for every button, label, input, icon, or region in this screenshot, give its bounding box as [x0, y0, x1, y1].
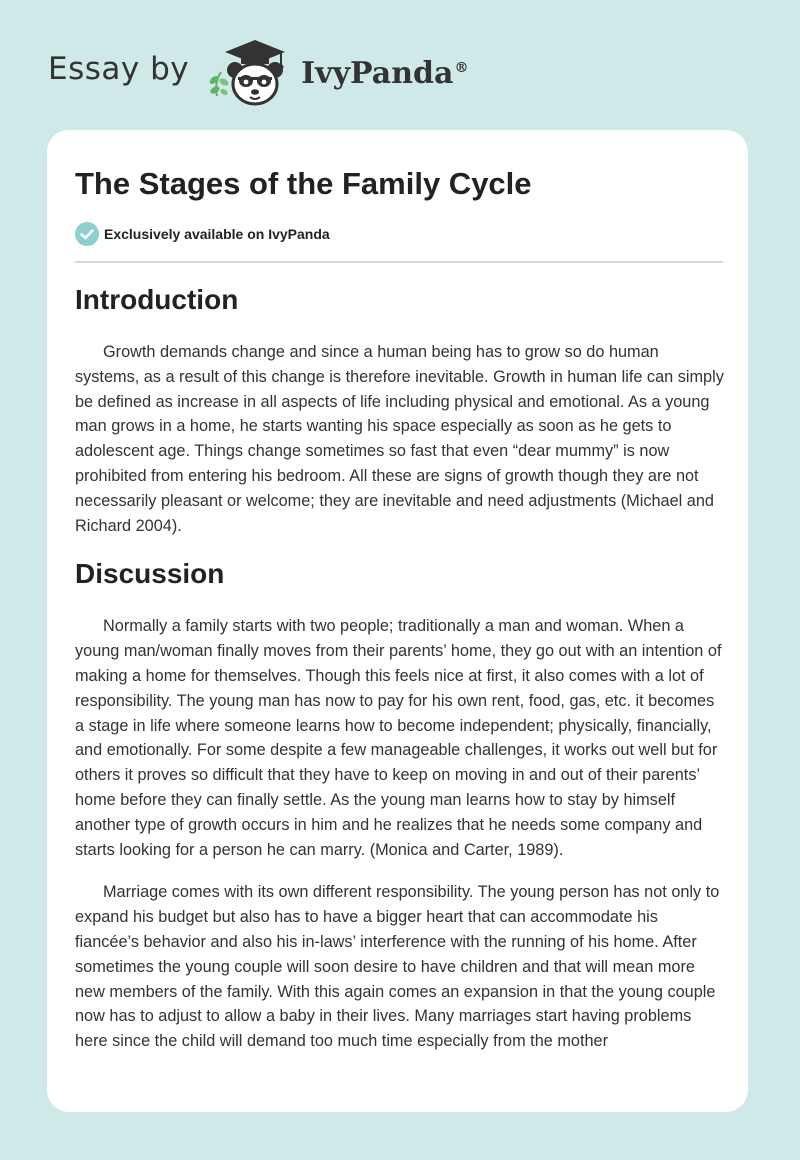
panda-graduate-icon — [205, 36, 297, 108]
brand-header[interactable] — [48, 36, 468, 108]
title-divider — [75, 261, 723, 263]
essay-card — [47, 130, 748, 1112]
essay-title: The Stages of the Family Cycle — [75, 166, 532, 201]
exclusive-badge-text: Exclusively available on IvyPanda — [104, 226, 330, 242]
paragraph: Normally a family starts with two people; traditionally a man and woman. When a young man/woman finally moves from their parents’ home, they go out with an intention of making a home for themselves. Though this feels nice at first, it also comes with a lot of responsibility. The young man has now to pay for his own rent, food, gas, etc. it becomes a stage in life where someone learns how to become independent; physically, financially, and emotionally. For some despite a few manageable challenges, it works out well but for others it proves so difficult that they have to keep on moving in and out of their parents’ home before they can finally settle. As the young man learns how to stay by himself another type of growth occurs in him and he realizes that he needs some company and starts looking for a person he can marry. (Monica and Carter, 1989). — [75, 617, 722, 859]
section-heading-discussion: Discussion — [75, 558, 225, 590]
brand-prefix: Essay by — [48, 51, 190, 87]
paragraph: Marriage comes with its own different responsibility. The young person has not only to expand his budget but also has to have a bigger heart that can accommodate his fiancée’s behavior and also his in-laws’ interference with the running of his home. After sometimes the young couple will soon desire to have children and that will mean more new members of the family. With this again comes an expansion in that the young couple now has to adjust to allow a baby in their lives. Many marriages start having problems here since the child will demand too much time especially from the mother — [75, 883, 720, 1051]
exclusive-badge — [75, 222, 330, 246]
paragraph: Growth demands change and since a human being has to grow so do human systems, as a result of this change is therefore inevitable. Growth in human life can simply be defined as increase in all aspects of life including physical and emotional. As a young man grows in a home, he starts wanting his space especially as soon as he gets to adolescent age. Things change sometimes so fast that even “dear mummy” is now prohibited from entering his bedroom. All these are signs of growth though they are not necessarily pleasant or welcome; they are inevitable and need adjustments (Michael and Richard 2004). — [75, 343, 724, 535]
essay-body — [75, 282, 725, 1072]
brand-name: IvyPanda® — [301, 55, 469, 91]
check-circle-icon — [75, 222, 99, 246]
section-heading-introduction: Introduction — [75, 284, 239, 315]
